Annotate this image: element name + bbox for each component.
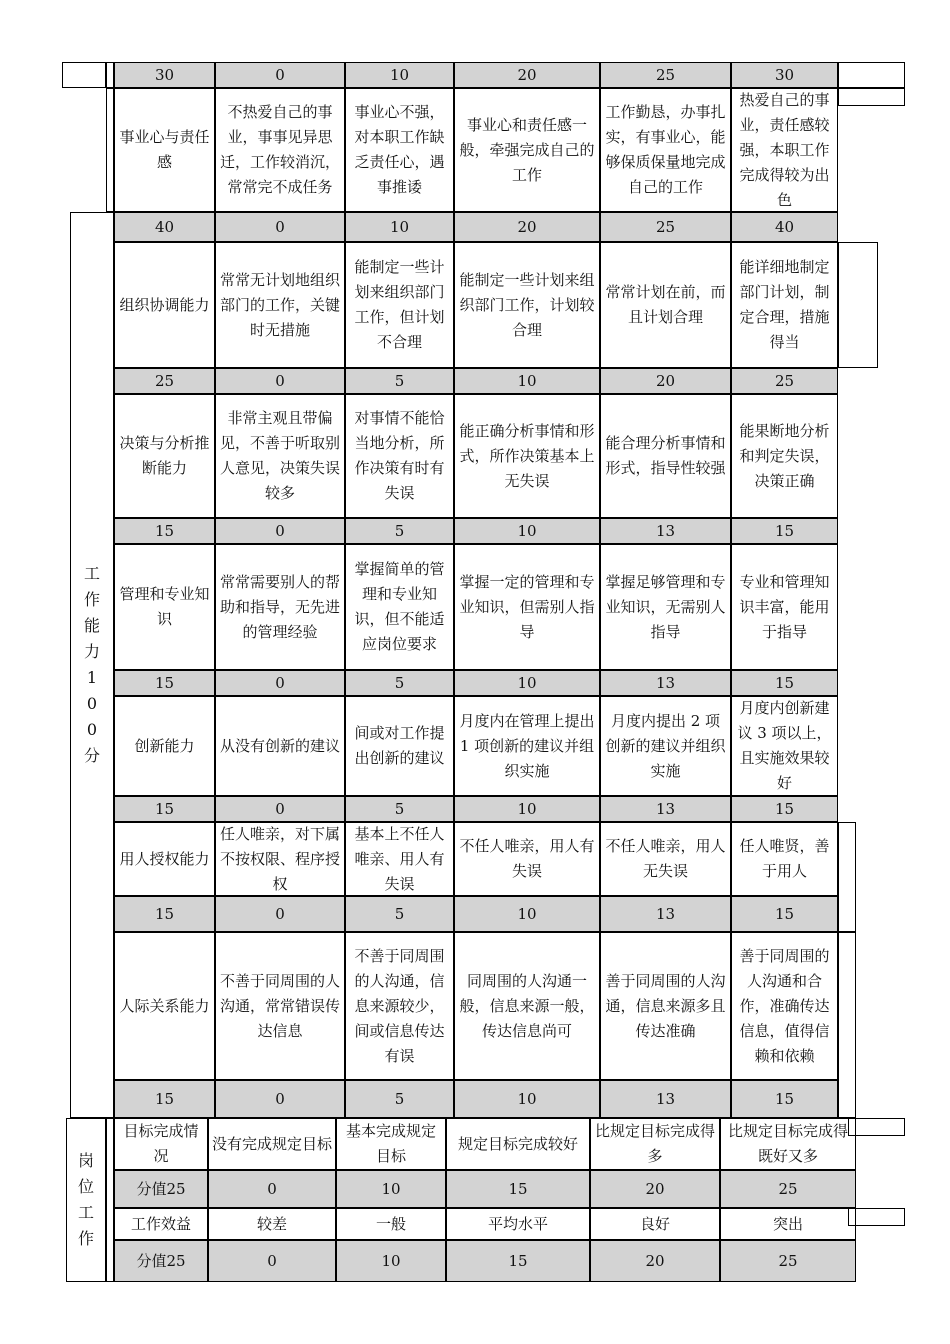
score-cell-text: 13 [655, 521, 676, 540]
level-description-text: 月度内创新建议 3 项以上，且实施效果较好 [737, 699, 832, 792]
score-cell [600, 896, 731, 932]
score-cell [336, 1170, 446, 1208]
score-cell-text: 0 [275, 521, 285, 540]
level-description [345, 242, 454, 368]
level-description-text: 不任人唯亲，用人无失误 [605, 837, 726, 880]
score-cell [454, 368, 600, 394]
score-cell-text: 10 [381, 1179, 401, 1198]
right-edge-box [838, 822, 856, 932]
score-cell [345, 212, 454, 242]
score-cell [731, 518, 838, 544]
level-description [215, 242, 345, 368]
score-cell [731, 1080, 838, 1118]
level-description-text: 任人唯贤，善于用人 [739, 837, 830, 880]
level-description [600, 394, 731, 518]
score-cell [345, 796, 454, 822]
criterion-name-text: 组织协调能力 [119, 295, 210, 314]
level-description-text: 能正确分析事情和形式，所作决策基本上无失误 [459, 421, 595, 490]
level-description-text: 一般 [375, 1214, 406, 1233]
score-cell [720, 1170, 856, 1208]
level-description-text: 掌握一定的管理和专业知识，但需别人指导 [459, 572, 595, 641]
group-label-post-work-text: 岗位工作 [77, 1151, 94, 1248]
level-description [345, 88, 454, 212]
score-cell [731, 896, 838, 932]
score-cell [446, 1240, 590, 1282]
score-cell [446, 1170, 590, 1208]
criterion-name [114, 88, 215, 212]
level-description [600, 932, 731, 1080]
score-cell [454, 670, 600, 696]
level-description-text: 较差 [256, 1214, 287, 1233]
level-description-text: 比规定目标完成得多 [594, 1122, 715, 1165]
level-description-text: 善于同周围的人沟通和合作，准确传达信息，值得信赖和依赖 [739, 946, 830, 1065]
score-cell [215, 796, 345, 822]
score-cell-text: 0 [275, 673, 285, 692]
level-description-text: 能果断地分析和判定失误，决策正确 [739, 421, 830, 490]
score-cell [208, 1240, 336, 1282]
score-cell-text: 15 [154, 521, 175, 540]
score-cell-text: 5 [394, 673, 405, 692]
score-cell [345, 62, 454, 88]
score-cell-text: 25 [778, 1179, 798, 1198]
criterion-name-text: 工作效益 [130, 1214, 191, 1233]
level-description-text: 善于同周围的人沟通，信息来源多且传达准确 [605, 971, 726, 1040]
score-cell-text: 15 [154, 799, 175, 818]
right-edge-box [848, 1208, 905, 1226]
level-description [731, 822, 838, 896]
score-cell-text: 30 [154, 65, 175, 84]
score-cell [454, 1080, 600, 1118]
score-cell-text: 0 [275, 799, 285, 818]
score-cell [345, 1080, 454, 1118]
level-description [600, 544, 731, 670]
level-description [731, 932, 838, 1080]
score-cell-text: 5 [394, 521, 405, 540]
level-description [590, 1118, 720, 1170]
score-cell [600, 1080, 731, 1118]
criterion-name [114, 822, 215, 896]
level-description-text: 没有完成规定目标 [212, 1134, 333, 1153]
score-cell [454, 796, 600, 822]
score-cell-text: 15 [154, 673, 175, 692]
level-description-text: 比规定目标完成得既好又多 [727, 1122, 848, 1165]
score-cell [215, 368, 345, 394]
score-cell [114, 62, 215, 88]
score-cell-text: 30 [774, 65, 795, 84]
score-cell-text: 20 [655, 371, 676, 390]
score-cell [454, 62, 600, 88]
score-cell [345, 518, 454, 544]
level-description [720, 1208, 856, 1240]
score-cell-text: 13 [655, 799, 676, 818]
level-description [720, 1118, 856, 1170]
right-edge-box [838, 62, 905, 88]
score-cell [208, 1170, 336, 1208]
score-cell [215, 896, 345, 932]
score-cell [114, 518, 215, 544]
level-description-text: 平均水平 [487, 1214, 548, 1233]
score-cell [600, 518, 731, 544]
level-description [731, 696, 838, 796]
score-cell [731, 62, 838, 88]
right-edge-box [838, 88, 905, 106]
level-description-text: 基本上不任人唯亲、用人有失误 [354, 824, 445, 893]
score-cell [731, 670, 838, 696]
criterion-name [114, 242, 215, 368]
level-description [454, 88, 600, 212]
criterion-name-text: 人际关系能力 [119, 996, 210, 1015]
level-description [731, 544, 838, 670]
level-description [446, 1118, 590, 1170]
score-cell-text: 15 [154, 904, 175, 923]
score-cell-text: 20 [645, 1251, 665, 1270]
score-cell-text: 0 [275, 65, 285, 84]
level-description-text: 常常无计划地组织部门的工作，关键时无措施 [219, 270, 340, 339]
score-cell-text: 15 [774, 521, 795, 540]
score-cell-text: 10 [381, 1251, 401, 1270]
score-cell [731, 212, 838, 242]
level-description-text: 不善于同周围的人沟通，常常错误传达信息 [219, 971, 340, 1040]
level-description [731, 242, 838, 368]
level-description [336, 1208, 446, 1240]
level-description [600, 822, 731, 896]
level-description [345, 822, 454, 896]
score-label-text: 分值25 [136, 1179, 186, 1198]
score-cell-text: 40 [774, 217, 795, 236]
score-cell-text: 15 [508, 1251, 528, 1270]
level-description-text: 专业和管理知识丰富，能用于指导 [739, 572, 830, 641]
level-description [215, 822, 345, 896]
criterion-name-text: 用人授权能力 [119, 849, 210, 868]
score-cell [215, 1080, 345, 1118]
criterion-name [114, 696, 215, 796]
score-cell-text: 40 [154, 217, 175, 236]
group-label-work-ability [70, 212, 114, 1118]
level-description-text: 突出 [772, 1214, 803, 1233]
level-description-text: 不热爱自己的事业，事事见异思迁，工作较消沉，常常完不成任务 [219, 103, 340, 196]
level-description [590, 1208, 720, 1240]
level-description-text: 工作勤恳，办事扎实，有事业心，能够保质保量地完成自己的工作 [605, 103, 726, 196]
level-description [600, 88, 731, 212]
level-description-text: 规定目标完成较好 [457, 1134, 578, 1153]
level-description-text: 能详细地制定部门计划，制定合理，措施得当 [739, 258, 830, 351]
score-cell [731, 368, 838, 394]
group-label-work-ability-text: 工作能力100分 [83, 564, 100, 765]
level-description-text: 同周围的人沟通一般，信息来源一般，传达信息尚可 [459, 971, 595, 1040]
score-cell-text: 25 [154, 371, 175, 390]
score-cell [600, 212, 731, 242]
level-description [345, 544, 454, 670]
score-cell [114, 368, 215, 394]
score-cell [590, 1170, 720, 1208]
level-description [454, 394, 600, 518]
score-cell [215, 62, 345, 88]
criterion-name-text: 管理和专业知识 [119, 585, 210, 628]
score-cell-text: 25 [655, 217, 676, 236]
score-cell-text: 15 [774, 1089, 795, 1108]
level-description-text: 事业心和责任感一般，牵强完成自己的工作 [459, 115, 595, 184]
group-label-post-work [66, 1118, 106, 1282]
criterion-name [114, 544, 215, 670]
score-cell-text: 13 [655, 673, 676, 692]
score-cell [600, 670, 731, 696]
level-description [215, 544, 345, 670]
level-description-text: 不善于同周围的人沟通，信息来源较少，间或信息传达有误 [354, 946, 445, 1065]
score-cell [345, 368, 454, 394]
level-description [454, 932, 600, 1080]
left-margin-box [106, 62, 114, 88]
criterion-name [114, 1208, 208, 1240]
score-cell [114, 896, 215, 932]
level-description [731, 88, 838, 212]
level-description-text: 能合理分析事情和形式，指导性较强 [605, 434, 726, 477]
level-description [215, 394, 345, 518]
score-cell-text: 25 [778, 1251, 798, 1270]
right-edge-box [848, 1118, 905, 1136]
row-left-spacer [106, 1118, 114, 1282]
score-cell [345, 670, 454, 696]
level-description [208, 1118, 336, 1170]
score-cell [114, 670, 215, 696]
level-description [336, 1118, 446, 1170]
score-cell [731, 796, 838, 822]
level-description [454, 242, 600, 368]
score-cell [600, 796, 731, 822]
score-cell-text: 10 [517, 371, 537, 390]
level-description [345, 696, 454, 796]
score-cell [600, 368, 731, 394]
level-description-text: 能制定一些计划来组织部门工作，但计划不合理 [354, 258, 445, 351]
level-description [345, 932, 454, 1080]
level-description [600, 242, 731, 368]
score-label [114, 1170, 208, 1208]
score-cell [114, 1080, 215, 1118]
score-cell-text: 10 [517, 1089, 537, 1108]
score-cell-text: 15 [154, 1089, 175, 1108]
criterion-name-text: 创新能力 [134, 736, 195, 755]
score-cell-text: 10 [389, 217, 410, 236]
score-label [114, 1240, 208, 1282]
score-cell-text: 10 [517, 799, 537, 818]
score-cell-text: 15 [774, 673, 795, 692]
criterion-name-text: 决策与分析推断能力 [119, 434, 210, 477]
level-description [446, 1208, 590, 1240]
level-description [454, 544, 600, 670]
level-description-text: 不任人唯亲，用人有失误 [459, 837, 595, 880]
score-cell-text: 0 [275, 1089, 285, 1108]
score-cell-text: 5 [394, 799, 405, 818]
level-description-text: 事业心不强，对本职工作缺乏责任心，遇事推诿 [354, 103, 445, 196]
score-cell [336, 1240, 446, 1282]
score-cell-text: 20 [517, 65, 537, 84]
level-description-text: 月度内提出 2 项创新的建议并组织实施 [605, 711, 726, 780]
score-cell-text: 5 [394, 371, 405, 390]
score-cell [114, 212, 215, 242]
score-cell [454, 518, 600, 544]
row-left-spacer [106, 88, 114, 212]
level-description-text: 基本完成规定目标 [345, 1122, 436, 1165]
criterion-name [114, 932, 215, 1080]
criterion-name-text: 目标完成情况 [123, 1122, 199, 1165]
level-description-text: 对事情不能恰当地分析，所作决策有时有失误 [354, 409, 445, 502]
right-edge-box [838, 932, 856, 1118]
score-cell-text: 10 [517, 521, 537, 540]
score-cell [345, 896, 454, 932]
criterion-name-text: 事业心与责任感 [119, 128, 210, 171]
score-cell-text: 20 [645, 1179, 665, 1198]
score-cell-text: 25 [655, 65, 676, 84]
score-cell [215, 518, 345, 544]
level-description-text: 掌握简单的管理和专业知识，但不能适应岗位要求 [354, 560, 445, 653]
level-description-text: 常常需要别人的帮助和指导，无先进的管理经验 [219, 572, 340, 641]
level-description [454, 696, 600, 796]
score-cell-text: 25 [774, 371, 795, 390]
level-description-text: 非常主观且带偏见，不善于听取别人意见，决策失误较多 [219, 409, 340, 502]
criterion-name [114, 1118, 208, 1170]
level-description-text: 良好 [639, 1214, 670, 1233]
level-description [208, 1208, 336, 1240]
level-description-text: 常常计划在前，而且计划合理 [605, 283, 726, 326]
level-description-text: 间或对工作提出创新的建议 [354, 724, 445, 767]
score-cell [114, 796, 215, 822]
level-description-text: 掌握足够管理和专业知识，无需别人指导 [605, 572, 726, 641]
score-cell-text: 15 [774, 904, 795, 923]
level-description-text: 从没有创新的建议 [219, 736, 340, 755]
score-cell-text: 0 [275, 217, 285, 236]
score-cell [600, 62, 731, 88]
level-description [215, 88, 345, 212]
score-cell-text: 10 [517, 673, 537, 692]
level-description [600, 696, 731, 796]
left-margin-box [62, 62, 106, 88]
score-cell-text: 20 [517, 217, 537, 236]
score-cell-text: 10 [389, 65, 410, 84]
score-cell-text: 5 [394, 904, 405, 923]
level-description [215, 932, 345, 1080]
score-cell [454, 212, 600, 242]
level-description-text: 任人唯亲，对下属不按权限、程序授权 [219, 824, 340, 893]
score-label-text: 分值25 [136, 1251, 186, 1270]
score-cell-text: 0 [267, 1251, 277, 1270]
score-cell-text: 15 [774, 799, 795, 818]
score-cell [454, 896, 600, 932]
score-cell [215, 670, 345, 696]
score-cell [215, 212, 345, 242]
criterion-name [114, 394, 215, 518]
score-cell [590, 1240, 720, 1282]
score-cell-text: 15 [508, 1179, 528, 1198]
level-description [454, 822, 600, 896]
score-cell-text: 13 [655, 1089, 676, 1108]
score-cell-text: 5 [394, 1089, 405, 1108]
score-cell-text: 0 [275, 371, 285, 390]
right-edge-box [838, 242, 878, 368]
score-cell-text: 10 [517, 904, 537, 923]
level-description [731, 394, 838, 518]
score-cell-text: 13 [655, 904, 676, 923]
score-cell-text: 0 [267, 1179, 277, 1198]
level-description-text: 热爱自己的事业，责任感较强，本职工作完成得较为出色 [739, 90, 830, 209]
level-description-text: 能制定一些计划来组织部门工作，计划较合理 [459, 270, 595, 339]
level-description-text: 月度内在管理上提出 1 项创新的建议并组织实施 [459, 711, 595, 780]
score-cell [720, 1240, 856, 1282]
score-cell-text: 0 [275, 904, 285, 923]
level-description [215, 696, 345, 796]
level-description [345, 394, 454, 518]
